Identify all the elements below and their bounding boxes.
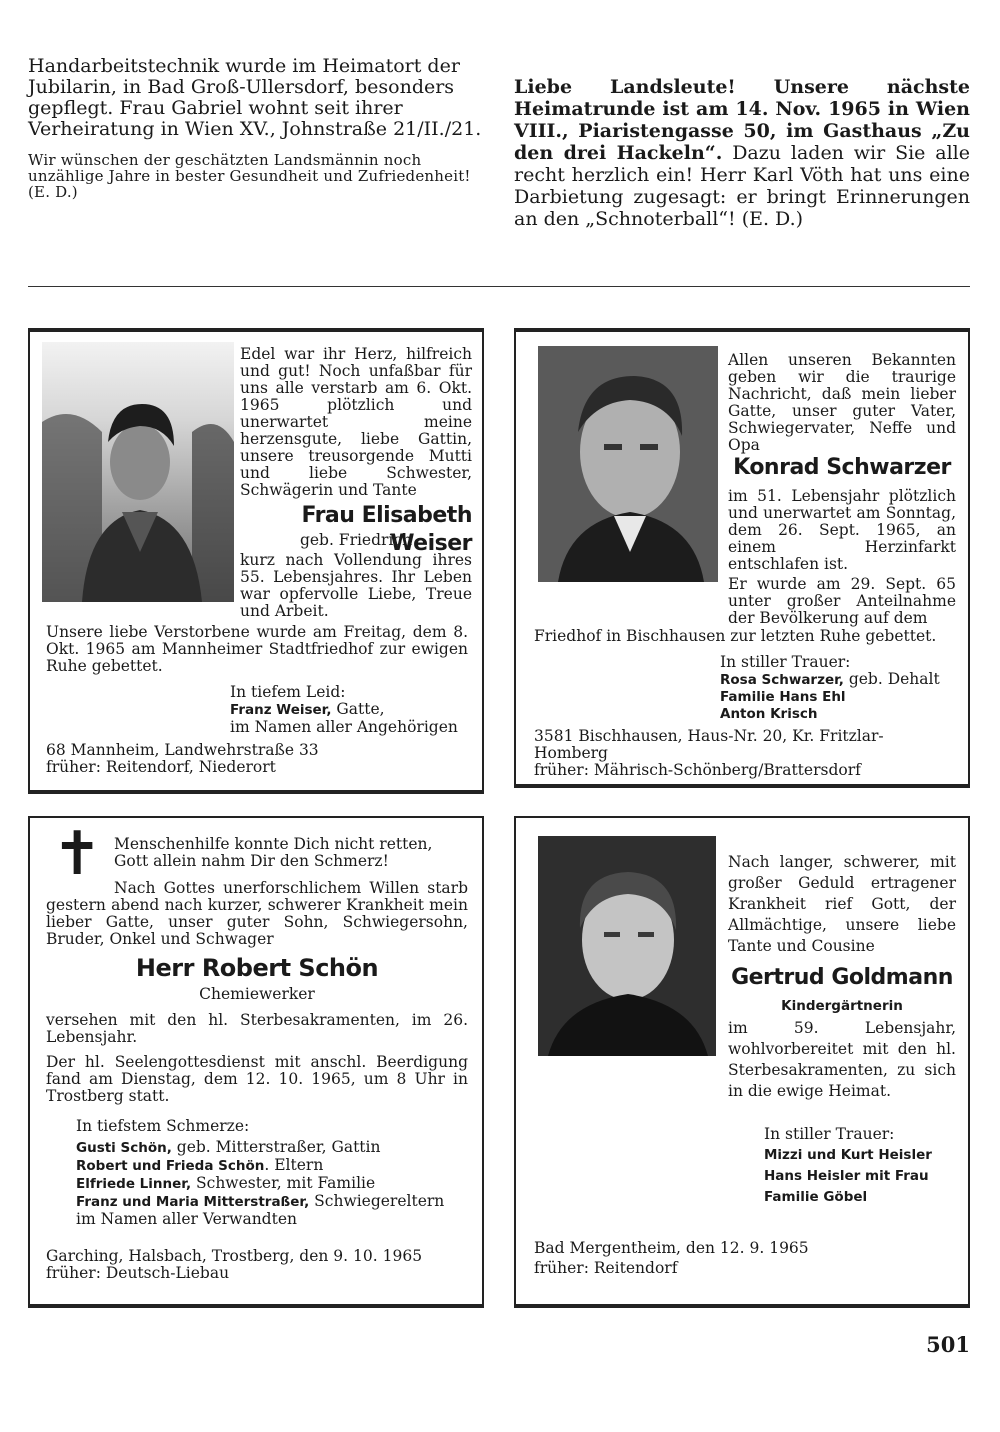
jubilee-paragraph: Handarbeitstechnik wurde im Heimatort der Jubilarin, in Bad Groß-Ullersdorf, besonders gepflegt. Frau Gabriel wohnt seit ihrer Verheiratung in Wien XV., Johnstraße 21/II./21. [28, 55, 482, 140]
portrait-man-icon [538, 346, 718, 582]
meeting-announcement: Liebe Landsleute! Unsere nächste Heimatrunde ist am 14. Nov. 1965 in Wien VIII., Piaristengasse 50, im Gasthaus „Zu den drei Hackeln“. [514, 76, 970, 164]
address-block [534, 728, 956, 779]
address-line: 68 Mannheim, Landwehrstraße 33 [46, 741, 319, 759]
portrait-woman-icon [538, 836, 716, 1056]
portrait-photo [538, 346, 718, 582]
schwarzer-intro: Allen unseren Bekannten geben wir die traurige Nachricht, daß mein lieber Gatte, unser guter Vater, Schwiegervater, Neffe und Opa [728, 351, 956, 454]
meeting-invitation: Dazu laden wir Sie alle recht herzlich ein! Herr Karl Vöth hat uns eine Darbietung zugesagt: er bringt Erinnerungen an den „Schnoterball“! (E. D.) [514, 142, 970, 230]
former-address: früher: Reitendorf, Niederort [46, 758, 276, 776]
mourner-name: Franz Weiser, [230, 702, 332, 718]
mourning-label: In stiller Trauer: [764, 1125, 895, 1143]
address-block [46, 1248, 466, 1282]
mourners-block [76, 1118, 468, 1228]
page-number: 501 [926, 1332, 970, 1357]
bottom-rule [28, 790, 484, 794]
mourning-label: In tiefem Leid: [230, 683, 346, 701]
mourner-name: Rosa Schwarzer, [720, 672, 844, 688]
address-line: 3581 Bischhausen, Haus-Nr. 20, Kr. Fritzlar-Homberg [534, 727, 884, 762]
bottom-rule [514, 1304, 970, 1308]
birth-name: geb. Friedrich [299, 531, 413, 549]
address-line: Garching, Halsbach, Trostberg, den 9. 10. 1965 [46, 1247, 423, 1265]
deceased-name: Gertrud Goldmann [731, 965, 953, 990]
address-line: Bad Mergentheim, den 12. 9. 1965 [534, 1239, 809, 1257]
schwarzer-funeral-place: Friedhof in Bischhausen zur letzten Ruhe gebettet. [534, 627, 937, 645]
schwarzer-funeral: Er wurde am 29. Sept. 65 unter großer Anteilnahme der Bevölkerung auf dem [728, 575, 956, 627]
mourner-relation: . Eltern [264, 1156, 324, 1174]
mourner-family: Familie Hans Ehl [720, 689, 846, 705]
mourners-block [230, 684, 470, 736]
portrait-woman-icon [42, 342, 234, 602]
mourning-line: im Namen aller Angehörigen [230, 718, 458, 736]
mourner-name: Mizzi und Kurt Heisler [764, 1147, 932, 1163]
former-address: früher: Reitendorf [534, 1259, 678, 1277]
address-block [46, 742, 466, 776]
portrait-photo [42, 342, 234, 602]
mourner-name: Gusti Schön, [76, 1140, 172, 1156]
mourning-label: In stiller Trauer: [720, 653, 851, 671]
mourner-relation: geb. Dehalt [843, 670, 940, 688]
mourner-family: Familie Göbel [764, 1189, 868, 1205]
deceased-name: Frau Elisabeth Weiser [301, 503, 472, 556]
schoen-mass: Der hl. Seelengottesdienst mit anschl. Beerdigung fand am Dienstag, dem 12. 10. 1965, um 8 Uhr in Trostberg statt. [46, 1053, 468, 1105]
top-rule [28, 328, 484, 332]
top-right-column [514, 76, 970, 230]
mourners-block [720, 654, 956, 723]
occupation: Kindergärtnerin [781, 998, 903, 1014]
goldmann-death: im 59. Lebensjahr, wohlvorbereitet mit den hl. Sterbesakramenten, zu sich in die ewige Heimat. [728, 1019, 956, 1100]
deceased-name: Konrad Schwarzer [733, 455, 951, 480]
mourner-name: Robert und Frieda Schön [76, 1158, 265, 1174]
bottom-rule [514, 784, 970, 788]
schoen-motto: Menschenhilfe konnte Dich nicht retten, Gott allein nahm Dir den Schmerz! [114, 835, 433, 870]
obituary-goldmann [514, 816, 970, 1306]
obituary-weiser [28, 330, 484, 792]
goldmann-intro: Nach langer, schwerer, mit großer Geduld ertragener Krankheit rief Gott, der Allmächtige, unsere liebe Tante und Cousine [728, 853, 956, 955]
mourning-line: im Namen aller Verwandten [76, 1210, 297, 1228]
top-left-column [28, 56, 484, 200]
mourner-relation: Gatte, [331, 700, 385, 718]
schwarzer-death: im 51. Lebensjahr plötzlich und unerwartet am Sonntag, dem 26. Sept. 1965, an einem Herzinfarkt entschlafen ist. [728, 487, 956, 573]
mourner-name-2: Hans Heisler mit Frau [764, 1168, 929, 1184]
weiser-burial: Unsere liebe Verstorbene wurde am Freitag, dem 8. Okt. 1965 am Mannheimer Stadtfriedhof zur ewigen Ruhe gebettet. [46, 623, 468, 675]
deceased-name: Herr Robert Schön [135, 954, 379, 982]
mourner-name: Franz und Maria Mitterstraßer, [76, 1194, 310, 1210]
mourner-relation: Schwester, mit Familie [191, 1174, 376, 1192]
cross-icon: ✝ [52, 819, 103, 889]
occupation: Chemiewerker [199, 985, 315, 1003]
mourner-relation: Schwiegereltern [309, 1192, 445, 1210]
top-rule [514, 328, 970, 332]
address-block [534, 1238, 954, 1278]
mourner-name: Elfriede Linner, [76, 1176, 192, 1192]
former-address: früher: Deutsch-Liebau [46, 1264, 230, 1282]
schoen-sacraments: versehen mit den hl. Sterbesakramenten, im 26. Lebensjahr. [46, 1011, 468, 1046]
mourning-label: In tiefstem Schmerze: [76, 1117, 250, 1135]
mourner-name-2: Anton Krisch [720, 706, 818, 722]
obituary-schoen [28, 816, 484, 1306]
wishes-paragraph: Wir wünschen der geschätzten Landsmännin noch unzählige Jahre in bester Gesundheit und Zufriedenheit! (E. D.) [28, 151, 471, 201]
portrait-photo [538, 836, 716, 1056]
obituary-schwarzer [514, 330, 970, 786]
bottom-rule [28, 1304, 484, 1308]
mourner-relation: geb. Mitterstraßer, Gattin [171, 1138, 381, 1156]
schoen-intro: Nach Gottes unerforschlichem Willen starb gestern abend nach kurzer, schwerer Krankheit mein lieber Gatte, unser guter Sohn, Schwiegersohn, Bruder, Onkel und Schwager [46, 879, 468, 948]
section-divider [28, 286, 970, 287]
former-address: früher: Mährisch-Schönberg/Brattersdorf [534, 761, 861, 779]
weiser-life: kurz nach Vollendung ihres 55. Lebensjahres. Ihr Leben war opfervolle Liebe, Treue und Arbeit. [240, 551, 472, 620]
weiser-intro: Edel war ihr Herz, hilfreich und gut! Noch unfaßbar für uns alle verstarb am 6. Okt. 1965 plötzlich und unerwartet meine herzensgute, liebe Gattin, unsere treusorgende Mutti und liebe Schwester, Schwägerin und Tante [240, 345, 472, 499]
mourners-block [764, 1124, 956, 1208]
